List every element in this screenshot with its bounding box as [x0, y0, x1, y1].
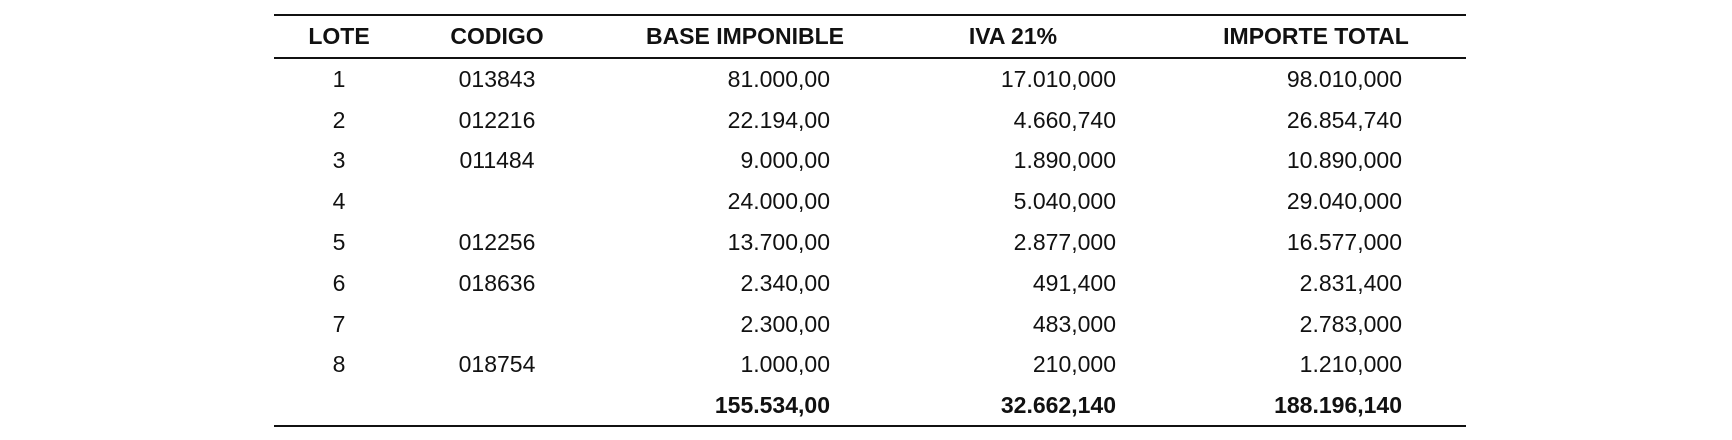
cell-codigo: 012256: [458, 229, 536, 256]
table-row: [274, 345, 1466, 386]
cell-codigo: 018636: [458, 269, 536, 296]
table-body: [274, 58, 1466, 385]
cell-base: 81.000,00: [727, 65, 830, 92]
cell-codigo: 012216: [458, 106, 536, 133]
table-row: [274, 181, 1466, 222]
cell-iva: 483,000: [1032, 310, 1116, 337]
cell-iva: 5.040,000: [1013, 188, 1116, 215]
total-base: 155.534,00: [714, 391, 830, 418]
cell-codigo: [404, 181, 590, 222]
cell-lote: 4: [332, 188, 346, 215]
cell-total: 98.010,000: [1286, 65, 1402, 92]
cell-lote: 8: [332, 351, 346, 378]
cell-iva: 491,400: [1032, 269, 1116, 296]
cell-total: 2.831,400: [1299, 269, 1402, 296]
cell-lote: 3: [332, 147, 346, 174]
lots-table-container: [274, 14, 1466, 427]
table-row: [274, 263, 1466, 304]
table-row: [274, 141, 1466, 182]
header-iva: IVA 21%: [968, 23, 1058, 49]
cell-total: 26.854,740: [1286, 106, 1402, 133]
lots-table: [274, 14, 1466, 427]
cell-iva: 2.877,000: [1013, 229, 1116, 256]
table-header: [274, 15, 1466, 58]
cell-total: 29.040,000: [1286, 188, 1402, 215]
cell-total: 16.577,000: [1286, 229, 1402, 256]
cell-iva: 4.660,740: [1013, 106, 1116, 133]
table-row: [274, 304, 1466, 345]
cell-lote: 7: [332, 310, 346, 337]
cell-base: 1.000,00: [740, 351, 830, 378]
cell-base: 22.194,00: [727, 106, 830, 133]
cell-iva: 1.890,000: [1013, 147, 1116, 174]
header-importe-total: IMPORTE TOTAL: [1223, 23, 1409, 49]
header-codigo: CODIGO: [450, 23, 544, 49]
cell-total: 1.210,000: [1299, 351, 1402, 378]
total-importe: 188.196,140: [1274, 391, 1402, 418]
cell-total: 2.783,000: [1299, 310, 1402, 337]
cell-codigo: 011484: [459, 147, 535, 174]
cell-lote: 6: [332, 269, 346, 296]
cell-base: 13.700,00: [727, 229, 830, 256]
cell-base: 2.300,00: [740, 310, 830, 337]
cell-lote: 1: [332, 65, 346, 92]
cell-lote: 5: [332, 229, 346, 256]
table-footer: [274, 385, 1466, 426]
totals-row: [274, 385, 1466, 426]
totals-empty-lote: [274, 385, 404, 426]
table-row: [274, 222, 1466, 263]
cell-lote: 2: [332, 106, 346, 133]
cell-base: 9.000,00: [740, 147, 830, 174]
header-lote: LOTE: [308, 23, 370, 49]
cell-base: 24.000,00: [727, 188, 830, 215]
header-row: [274, 15, 1466, 58]
cell-iva: 17.010,000: [1000, 65, 1116, 92]
header-base-imponible: BASE IMPONIBLE: [645, 23, 845, 49]
cell-codigo: [404, 304, 590, 345]
cell-total: 10.890,000: [1286, 147, 1402, 174]
table-row: [274, 58, 1466, 100]
total-iva: 32.662,140: [1000, 391, 1116, 418]
cell-codigo: 013843: [458, 65, 536, 92]
cell-codigo: 018754: [458, 351, 536, 378]
totals-empty-codigo: [404, 385, 590, 426]
cell-iva: 210,000: [1032, 351, 1116, 378]
table-row: [274, 100, 1466, 141]
cell-base: 2.340,00: [740, 269, 830, 296]
